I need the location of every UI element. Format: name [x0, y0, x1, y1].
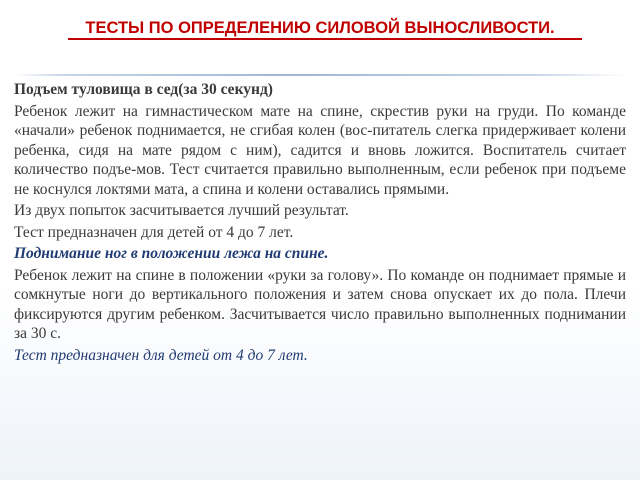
section2-description: Ребенок лежит на спине в положении «руки за голову». По команде он поднимает прямые и сомкнутые ноги до вертикального положения и затем снова опускает их до пола. Плечи фиксируются другим ребенком. Засчитывается число правильно выполненных поднимании за 30 с.	[14, 266, 626, 342]
section1-age: Тест предназначен для детей от 4 до 7 лет.	[14, 223, 294, 241]
section1-heading: Подъем туловища в сед(за 30 секунд)	[14, 81, 273, 98]
divider-line	[14, 74, 626, 76]
section2-heading: Поднимание ног в положении лежа на спине.	[14, 245, 329, 262]
title-underline	[68, 38, 582, 40]
slide-title: ТЕСТЫ ПО ОПРЕДЕЛЕНИЮ СИЛОВОЙ ВЫНОСЛИВОСТИ.	[85, 19, 555, 37]
section1-attempts: Из двух попыток засчитывается лучший результат.	[14, 202, 349, 219]
section2-age: Тест предназначен для детей от 4 до 7 лет.	[14, 346, 308, 364]
section1-description: Ребенок лежит на гимнастическом мате на спине, скрестив руки на груди. По команде «начали» ребенок поднимается, не сгибая колен (вос-питатель слегка придерживает колени ребенка, сидя на мате рядом с ним), садится и вновь ложится. Воспитатель считает количество подъе-мов. Тест считается правильно выполненным, если ребенок при подъеме не коснулся локтями мата, а спина и колени оставались прямыми.	[14, 102, 626, 198]
slide-content	[14, 80, 626, 367]
